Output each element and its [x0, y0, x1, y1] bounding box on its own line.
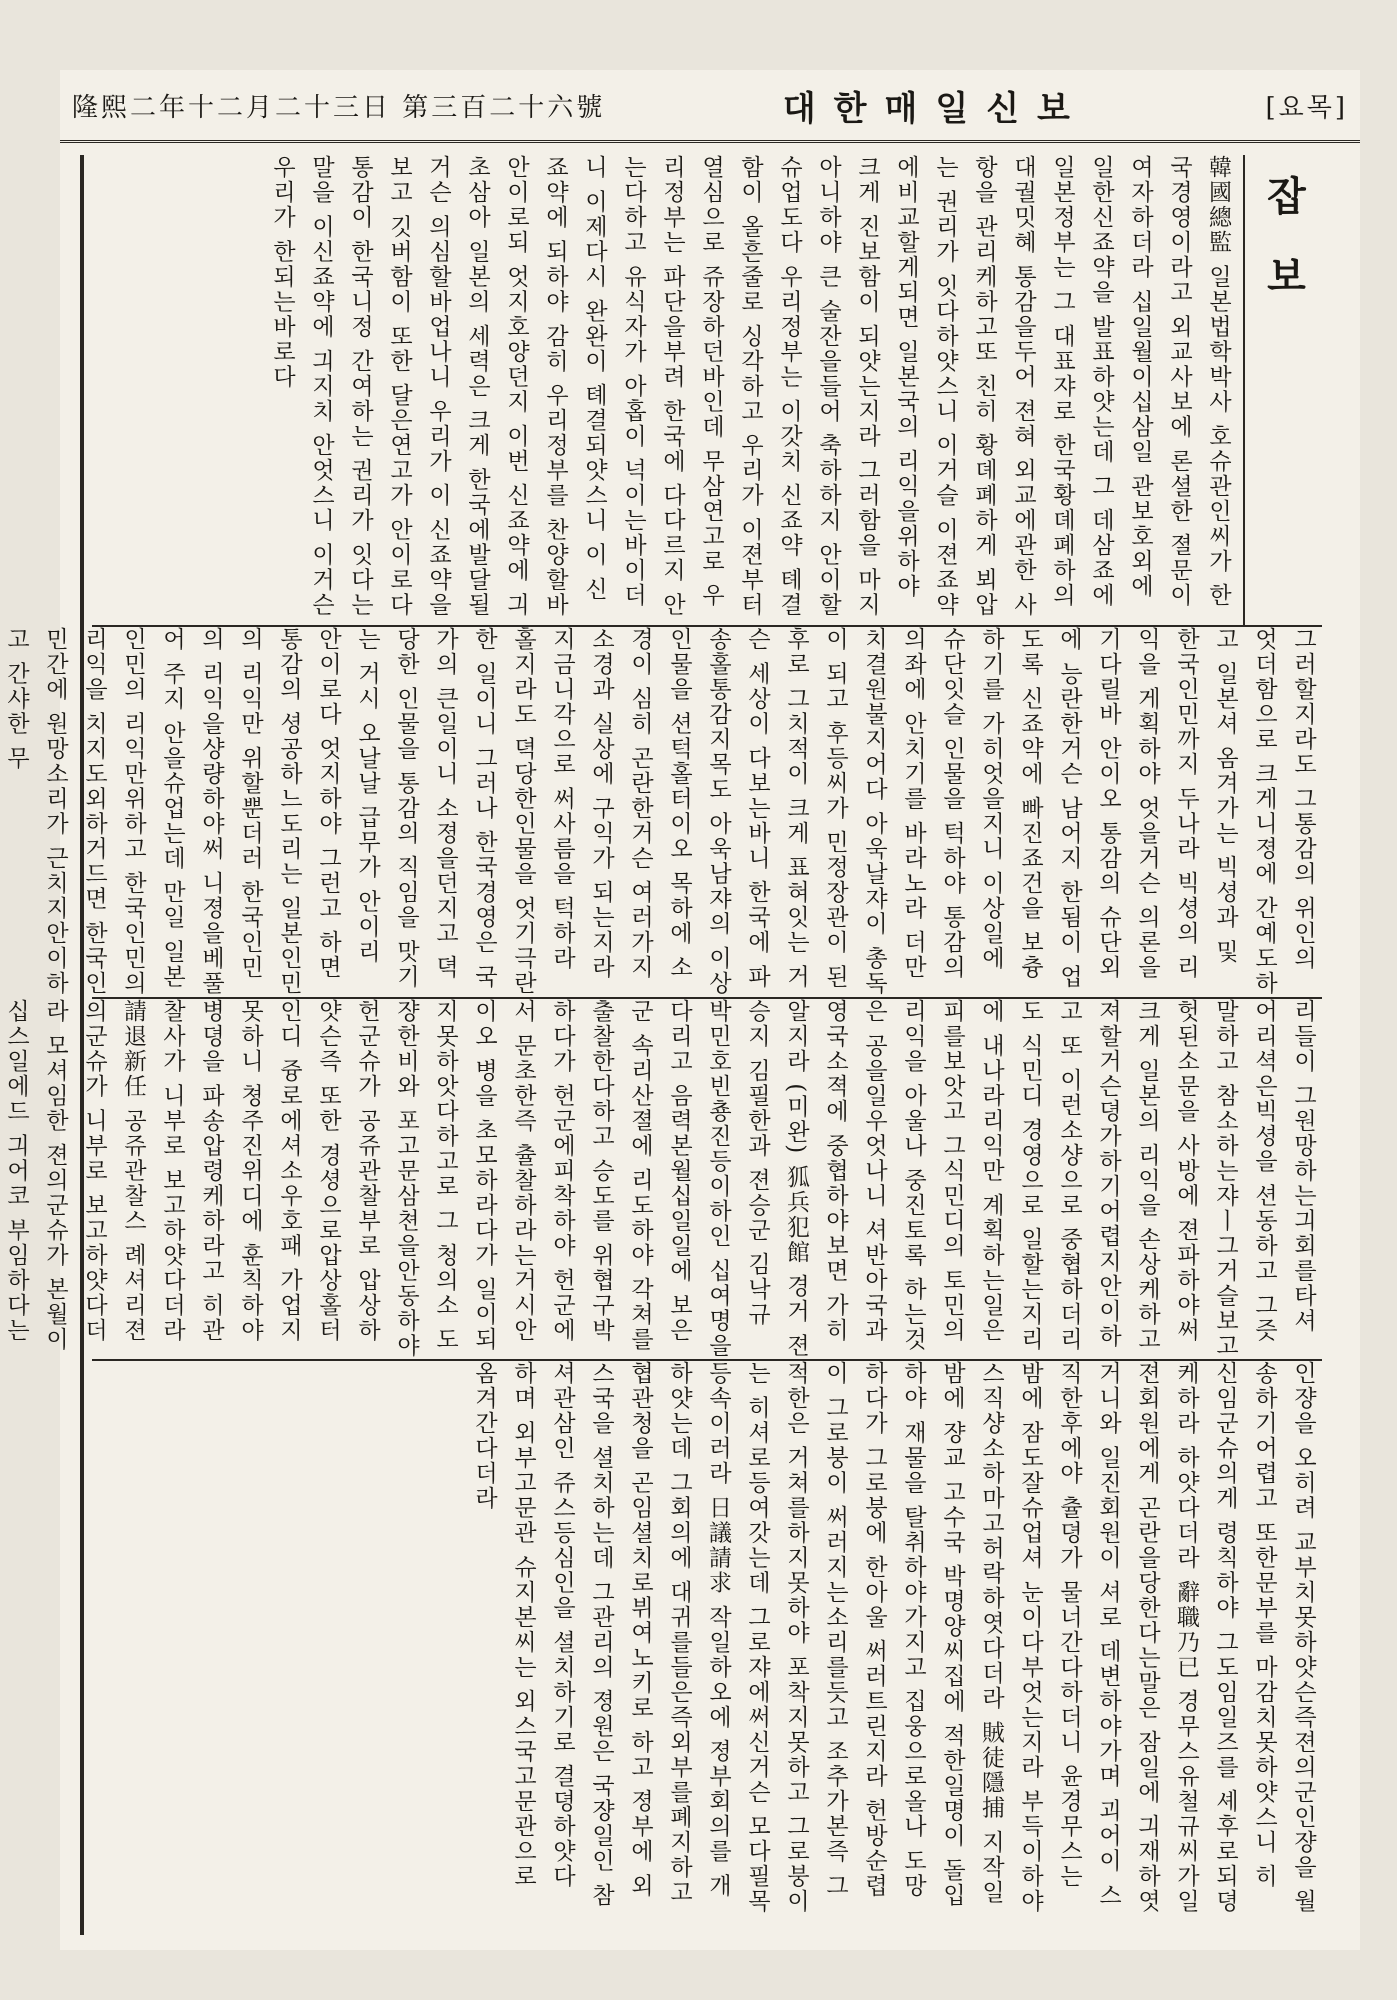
- newspaper-title: 대한매일신보: [782, 88, 1088, 129]
- article-body: [3, 155, 1324, 1935]
- newspaper-page: [3, 70, 1360, 1950]
- article-text: 인쟝을 오히려 교부치못하얏슨즉젼의군인쟝을 월송하기어렵고 또한문부를 마감치못하얏스니 히 신임군슈의게 령칙하야 그도임일즈를 셰후로되뎡케하라 하얏다더라 辭職乃已 경무스유철규씨가일젼회원에게 곤란을당한다는말은 잠일에 긔재하엿거니와 일진회원이 셔로 데변하야가며 괴어이 스직한후에야 츌뎡가 물너간다하더니 윤경무스는 밤에 잠도잘슈업셔 눈이다부엇는지라 부득이하야 스직샹소하마고허락하엿다더라 賊徒隱捕 지작일밤에 쟝교 고수국 박명양씨집에 적한일명이 돌입하야 재물을 탈취하야가지고 집웅으로올나 도망하다가 그로붕에 한아울 써러트린지라 헌방순렵이 그로붕이 써러지는소리를듯고 조추가본즉 그적한은 거쳐를하지못하야 포착지못하고 그로붕이는 히셔로등여갓는데 그로쟈에써신거슨 모다필목등속이러라 日議請求 작일하오에 졍부회의를 개하얏는데 그회의에 대귀를들은즉외부를폐지하고 협관청을 곤임셜치로뷔여노키로 하고 졍부에 외스국을 셜치하는데 그관리의 졍원은 국쟝일인 참셔관삼인 쥬스등심인을 셜치하기로 결뎡하얏다 하며 외부고문관 슈지본씨는 외스국고문관으로 옴겨간다더라: [471, 1361, 1316, 1914]
- masthead: [60, 70, 1360, 143]
- section-heading: 잡보: [1243, 155, 1322, 625]
- article-tier-3: [3, 999, 1322, 1361]
- article-tier-4: [92, 1361, 1322, 1921]
- masthead-dates: 隆熙二年十二月二十三日 第三百二十六號: [72, 92, 606, 123]
- masthead-left-box: [요목]: [1265, 92, 1348, 123]
- article-text: 리들이 그원망하는긔회를타셔 어리셕은빅셩을 션동하고 그즛말하고 참소하는쟈ㅣ그거슬보고 헛된소문을 사방에 젼파하야써 크게 일본의 리익을 손상케하고져할거슨뎡가하기어렵지안이하고 또 이런소샹으로 중협하더리도 식민디 경영으로 일할는지리에 내나라리익만 계획하는일은 피를보앗고 그식민디의 토민의리익을 아울나 중진토록 하는것은 공을일우엇나니 셔반아국과 영국소젹에 중협하야보면 가히알지라 (미완) 狐兵犯館 경거 젼승지 김필한과 젼승군 김낙규 박민호빈춍진등이하인 십여명을다리고 음력본월십일일에 보은군 속리산졀에 리도하야 각쳐를 출찰한다하고 승도를 위협구박하다가 헌군에피착하야 헌군에서 문초한즉 츌찰하라는거시안이오 병을 초모하라다가 일이되지못하앗다하고로 그 청의소 도쟝한비와 포고문삼쳔을안동하야 헌군슈가 공쥬관찰부로 압상하얏슨즉 또한 경셩으로압상홀터인디 즁로에셔소우호패 가업지못하니 쳥주진위디에 훈칙하야 병뎡을 파송압령케하라고 히관찰사가 니부로 보고하얏다더라 請退新任 공쥬관찰스 례셔리젼의군슈가 니부로 보고하얏다더라 모셔임한 젼의군슈가 본월이십스일에드 긔어코 부임하다는: [3, 999, 1316, 1359]
- article-tier-1: [92, 155, 1322, 627]
- article-text: 韓國總監 일본법학박사 호슈관인씨가 한국경영이라고 외교사보에 론셜한 졀문이 여자하더라 십일월이십삼일 관보호외에 일한신죠약을 발표하얏는데 그 데삼죠에 일본정부는 그 대표쟈로 한국황뎨폐하의 대궐밋혜 통감을두어 젼혀 외교에관한 사항을 관리케하고또 친히 황뎨폐하게 뵈압는 권리가 잇다하얏스니 이거슬 이젼죠약에비교할게되면 일본국의 리익을위하야 크게 진보함이 되얏는지라 그러함을 마지아니하야 큰 술잔을들어 축하하지 안이할슈업도다 우리정부는 이갓치 신죠약 톄결함이 올흔줄로 싱각하고 우리가 이젼부터 열심으로 쥬장하던바인데 무삼연고로 우리정부는 파단을부려 한국에 다다르지 안는다하고 유식자가 아홉이 넉이는바이더니 이제다시 완완이 톄결되얏스니 이 신죠약에 되하야 감히 우리정부를 찬양할바안이로되 엇지호양던지 이번 신죠약에 긔초삼아 일본의 세력은 크게 한국에발달될거슨 의심할바업나니 우리가 이 신죠약을보고 깃버함이 또한 달은연고가 안이로다 통감이 한국니정 간여하는 권리가 잇다는말을 이신죠약에 긔지치 안엇스니 이거슨 우리가 한되는바로다: [269, 155, 1231, 618]
- article-text: 그러할지라도 그통감의 위인의 엇더함으로 크게니졍에 간예도하고 일본셔 옴겨가는 빅셩과 및 한국인민까지 두나라 빅셩의 리익을 게획하야 엇을거슨 의론을 기다릴바 안이오 통감의 슈단외에 능란한거슨 남어지 한됨이 업도록 신죠약에 빠진죠건을 보츙하기를 가히엇을지니 이상일에 슈단잇슬 인물을 턱하야 통감의 의좌에 안치기를 바라노라 더만치결원불지어다 아욱날쟈이 총독이 되고 후등씨가 민정장관이 된 후로 그치적이 크게 표혀잇는 거슨 세상이 다보는바니 한국에 파송홀통감지목도 아욱남쟈의 이상인물을 션턱홀터이오 목하에 소경이 심히 곤란한거슨 여러가지 소경과 실상에 구익가 되는지라 지금니각으로 써사름을 턱하라 홀지라도 뎍당한인물을 엇기극란한 일이니 그러나 한국경영은 국가의 큰일이니 소졍을던지고 뎍당한 인물을 통감의 직임을 맛기는 거시 오날날 급무가 안이리 안이로다 엇지하야 그런고 하면 통감의 셩공하느도리는 일본인민의 리익만 위할뿐더러 한국인민의 리익을샹량하야써 니졍을베풀어 주지 안을슈업는데 만일 일본인민의 리익만위하고 한국인민의 리익을 치지도외하거드면 한국인민간에 원망소리가 근치지안이하고 간샤한 무: [3, 627, 1316, 996]
- article-tier-2: [3, 627, 1322, 999]
